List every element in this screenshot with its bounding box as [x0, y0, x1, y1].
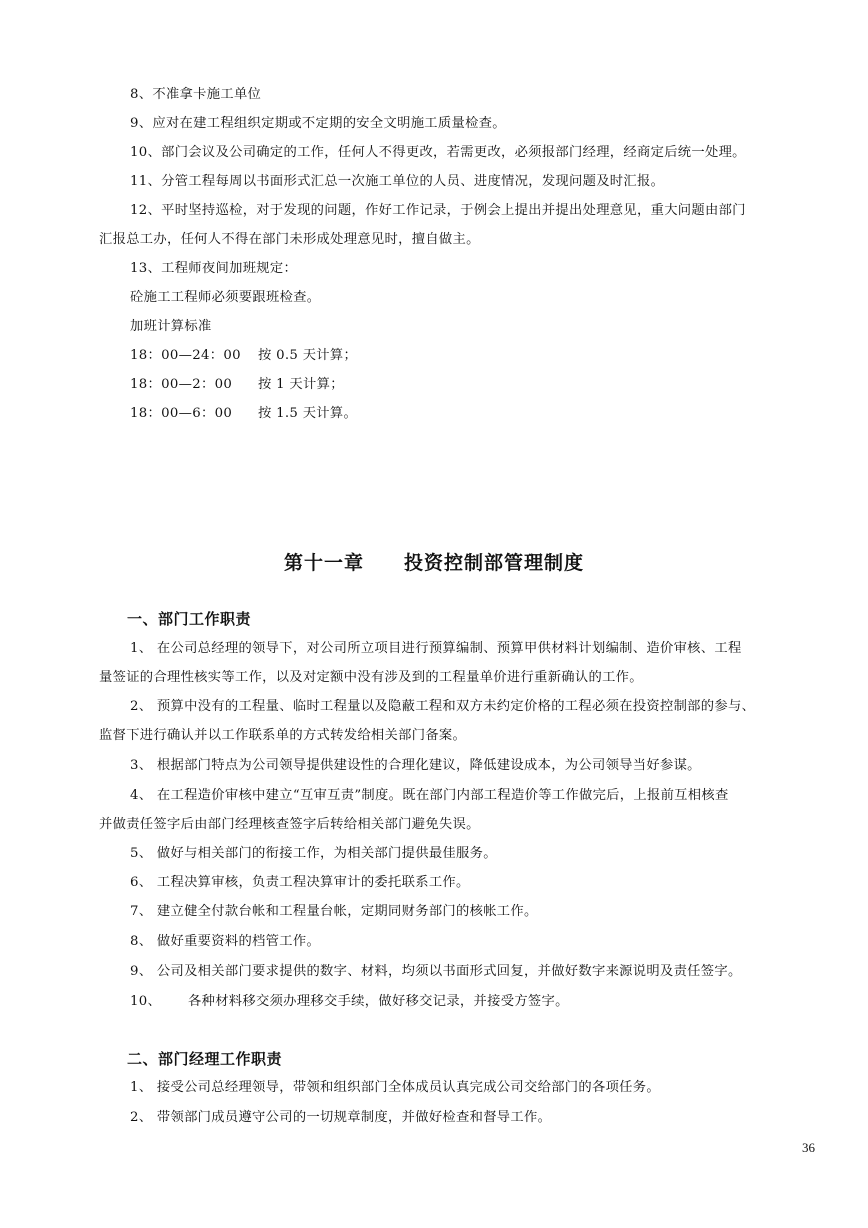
- section-heading-duties: 一、部门工作职责: [127, 610, 252, 628]
- item-12-continued: 汇报总工办，任何人不得在部门未形成处理意见时，擅自做主。: [99, 232, 480, 247]
- section-heading-manager-duties: 二、部门经理工作职责: [127, 1050, 283, 1068]
- overtime-standard-label: 加班计算标准: [130, 319, 212, 334]
- duty-line: 7、 建立健全付款台帐和工程量台帐，定期同财务部门的核帐工作。: [130, 904, 538, 919]
- item-12: 12、平时坚持巡检，对于发现的问题，作好工作记录，于例会上提出并提出处理意见，重大问题由部门: [130, 203, 746, 218]
- item-10: 10、部门会议及公司确定的工作，任何人不得更改，若需更改，必须报部门经理，经商定后统一处理。: [130, 145, 746, 160]
- duty-line: 8、 做好重要资料的档管工作。: [130, 934, 321, 949]
- duty-line: 5、 做好与相关部门的衔接工作，为相关部门提供最佳服务。: [130, 846, 497, 861]
- duty-line: 量签证的合理性核实等工作，以及对定额中没有涉及到的工程量单价进行重新确认的工作。: [99, 670, 643, 685]
- duty-line: 4、 在工程造价审核中建立“互审互责”制度。既在部门内部工程造价等工作做完后，上报前互相核查: [130, 788, 729, 803]
- duty-number: 10、: [130, 994, 162, 1009]
- overtime-rule: 按 0.5 天计算；: [258, 348, 358, 363]
- overtime-time: 18：00—6：00: [130, 406, 233, 421]
- page-number: 36: [802, 1140, 815, 1155]
- item-13: 13、工程师夜间加班规定：: [130, 261, 298, 276]
- chapter-heading: [0, 548, 868, 575]
- duty-line: 6、 工程决算审核，负责工程决算审计的委托联系工作。: [130, 875, 470, 890]
- duty-line: 3、 根据部门特点为公司领导提供建设性的合理化建议，降低建设成本，为公司领导当好参谋。: [130, 758, 701, 773]
- duty-line: [130, 992, 569, 1012]
- duty-line: 1、 在公司总经理的领导下，对公司所立项目进行预算编制、预算甲供材料计划编制、造价审核、工程: [130, 641, 742, 656]
- duty-line: 9、 公司及相关部门要求提供的数字、材料，均须以书面形式回复，并做好数字来源说明及责任签字。: [130, 964, 742, 979]
- overtime-row: [130, 404, 357, 424]
- overtime-time: 18：00—24：00: [130, 348, 241, 363]
- duty-text: 各种材料移交须办理移交手续，做好移交记录，并接受方签字。: [188, 994, 569, 1009]
- overtime-time: 18：00—2：00: [130, 377, 233, 392]
- overtime-rule: 按 1 天计算；: [258, 377, 344, 392]
- duty-line: 2、 预算中没有的工程量、临时工程量以及隐蔽工程和双方未约定价格的工程必须在投资控制部的参与、: [130, 699, 756, 714]
- manager-duty-line: 1、 接受公司总经理领导，带领和组织部门全体成员认真完成公司交给部门的各项任务。: [130, 1080, 660, 1095]
- overtime-rule: 按 1.5 天计算。: [258, 406, 358, 421]
- duty-line: 并做责任签字后由部门经理核查签字后转给相关部门避免失误。: [99, 817, 480, 832]
- chapter-title: 投资控制部管理制度: [404, 552, 585, 574]
- item-9: 9、应对在建工程组织定期或不定期的安全文明施工质量检查。: [130, 116, 506, 131]
- duty-line: 监督下进行确认并以工作联系单的方式转发给相关部门备案。: [99, 728, 467, 743]
- overtime-note: 砼施工工程师必须要跟班检查。: [130, 290, 321, 305]
- item-8: 8、不准拿卡施工单位: [130, 87, 262, 102]
- overtime-row: [130, 375, 344, 395]
- manager-duty-line: 2、 带领部门成员遵守公司的一切规章制度，并做好检查和督导工作。: [130, 1110, 552, 1125]
- item-11: 11、分管工程每周以书面形式汇总一次施工单位的人员、进度情况，发现问题及时汇报。: [130, 174, 665, 189]
- chapter-number: 第十一章: [283, 552, 364, 574]
- overtime-row: [130, 346, 357, 366]
